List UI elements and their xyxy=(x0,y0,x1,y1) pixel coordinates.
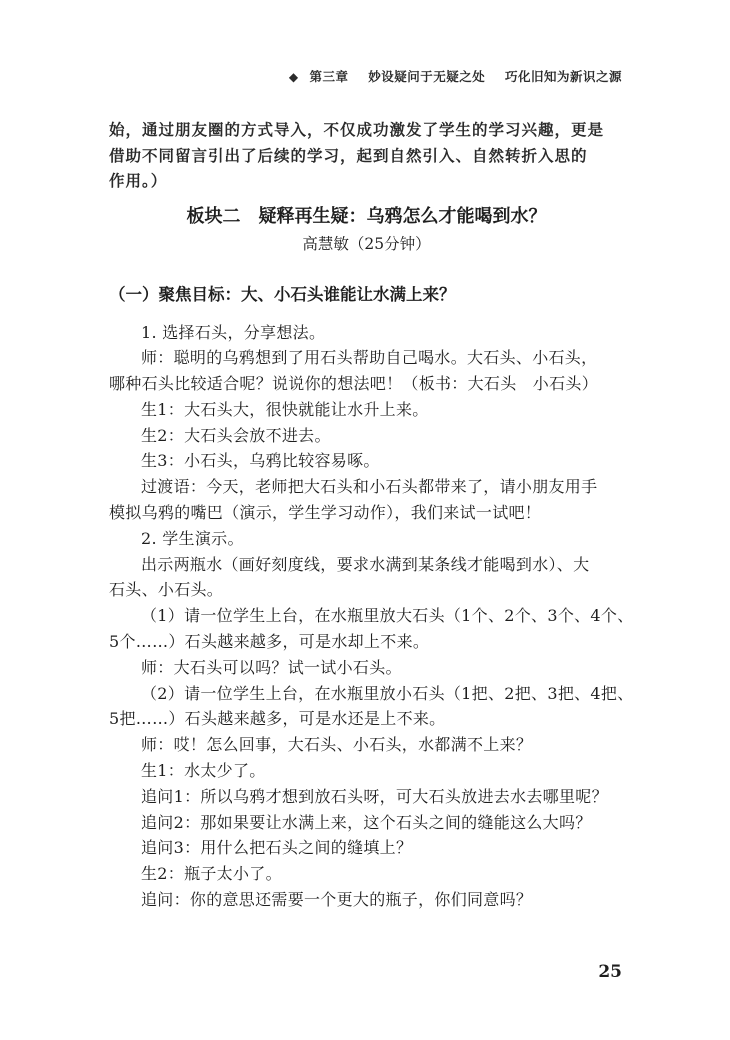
body-line: 师：聪明的乌鸦想到了用石头帮助自己喝水。大石头、小石头， xyxy=(141,348,598,368)
body-line: 模拟乌鸦的嘴巴（演示，学生学习动作），我们来试一试吧！ xyxy=(109,503,542,523)
intro-line: 作用。） xyxy=(109,172,168,190)
body-line: 2. 学生演示。 xyxy=(141,528,244,548)
block-title: 板块二 疑释再生疑：乌鸦怎么才能喝到水？ xyxy=(186,205,547,227)
running-header xyxy=(0,67,622,85)
body-line: 追问3：用什么把石头之间的缝填上？ xyxy=(141,838,413,858)
block-author: 高慧敏（25分钟） xyxy=(302,234,431,253)
body-line: 哪种石头比较适合呢？说说你的想法吧！（板书：大石头 小石头） xyxy=(109,374,599,394)
body-line: （1）请一位学生上台，在水瓶里放大石头（1个、2个、3个、4个、 xyxy=(141,606,634,626)
body-line: 师：大石头可以吗？试一试小石头。 xyxy=(141,657,402,677)
intro-line: 始，通过朋友圈的方式导入，不仅成功激发了学生的学习兴趣，更是 xyxy=(109,121,605,139)
page-number: 25 xyxy=(598,962,622,982)
intro-line: 借助不同留言引出了后续的学习，起到自然引入、自然转折入思的 xyxy=(109,146,588,165)
body-line: 生1：水太少了。 xyxy=(141,761,266,781)
body-line: 生2：大石头会放不进去。 xyxy=(141,425,331,445)
body-line: 师：哎！怎么回事，大石头、小石头，水都满不上来？ xyxy=(141,735,533,755)
body-text xyxy=(109,320,634,913)
body-line: 石头、小石头。 xyxy=(109,580,224,600)
body-line: 生3：小石头，乌鸦比较容易啄。 xyxy=(141,451,380,471)
body-line: 过渡语：今天，老师把大石头和小石头都带来了，请小朋友用手 xyxy=(141,477,598,497)
body-line: 生2：瓶子太小了。 xyxy=(141,864,282,884)
header-text-2: 巧化旧知为新识之源 xyxy=(504,69,622,84)
header-chapter: 第三章 xyxy=(309,69,349,84)
body-line: 追问：你的意思还需要一个更大的瓶子，你们同意吗？ xyxy=(141,890,533,910)
header-text-1: 妙设疑问于无疑之处 xyxy=(368,69,486,84)
diamond-icon: ◆ xyxy=(288,70,299,84)
body-line: 5个……）石头越来越多，可是水却上不来。 xyxy=(109,632,430,652)
page-body xyxy=(109,118,634,913)
body-line: 1. 选择石头，分享想法。 xyxy=(141,322,326,342)
body-line: 5把……）石头越来越多，可是水还是上不来。 xyxy=(109,709,446,729)
intro-paragraph xyxy=(109,118,624,195)
section-title: （一）聚焦目标：大、小石头谁能让水满上来？ xyxy=(109,284,456,304)
body-line: （2）请一位学生上台，在水瓶里放小石头（1把、2把、3把、4把、 xyxy=(141,683,634,703)
body-line: 追问1：所以乌鸦才想到放石头呀，可大石头放进去水去哪里呢？ xyxy=(141,786,608,806)
body-line: 追问2：那如果要让水满上来，这个石头之间的缝能这么大吗？ xyxy=(141,812,592,832)
body-line: 出示两瓶水（画好刻度线，要求水满到某条线才能喝到水）、大 xyxy=(141,554,590,574)
body-line: 生1：大石头大，很快就能让水升上来。 xyxy=(141,399,429,419)
